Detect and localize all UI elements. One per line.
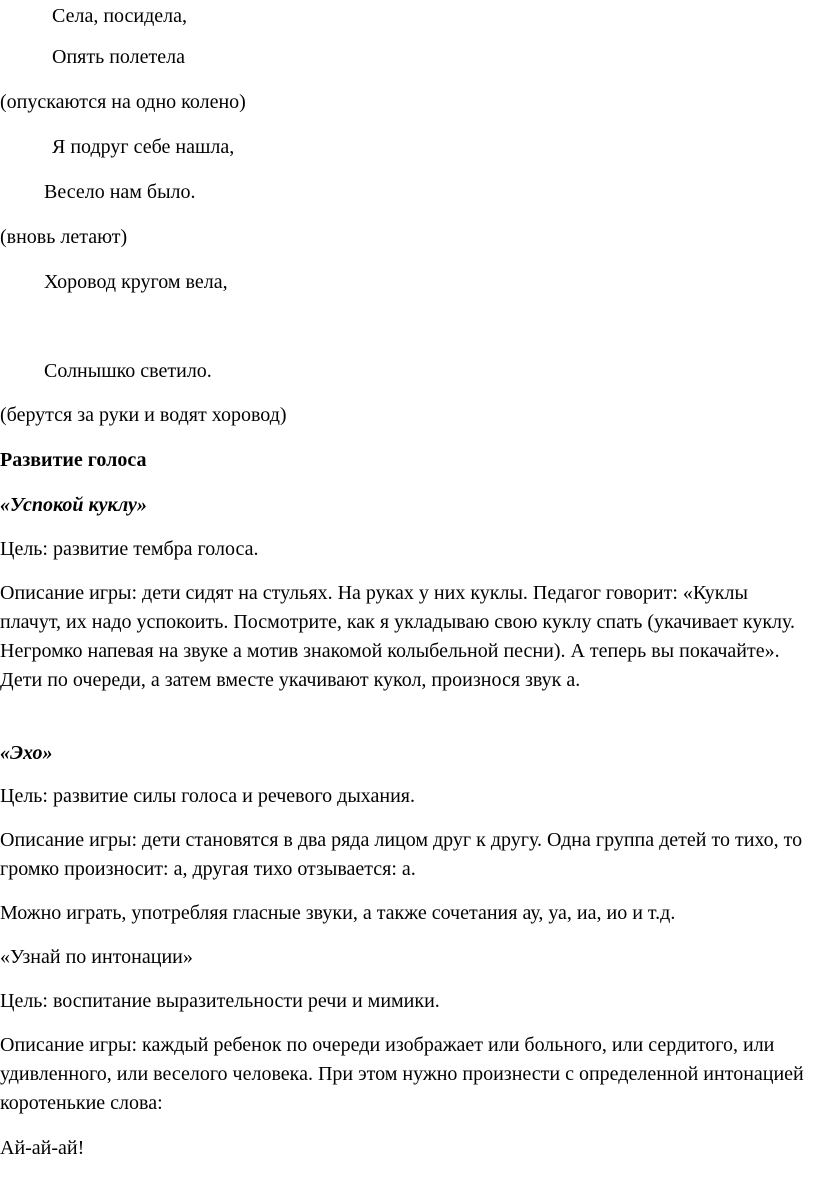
game-title-intonation: «Узнай по интонации» xyxy=(0,946,193,968)
stage-direction-1: (опускаются на одно колено) xyxy=(0,91,246,113)
stage-direction-2: (вновь летают) xyxy=(0,226,128,248)
game-title-calm-doll: «Успокой куклу» xyxy=(0,494,147,516)
game-goal-echo: Цель: развитие силы голоса и речевого дыхания. xyxy=(0,785,415,807)
game-goal-intonation: Цель: воспитание выразительности речи и мимики. xyxy=(0,990,440,1012)
game-note-echo: Можно играть, употребляя гласные звуки, а также сочетания ау, уа, иа, ио и т.д. xyxy=(0,902,676,924)
poem-line-1: Села, посидела, xyxy=(52,5,188,27)
poem-line-5: Хоровод кругом вела, xyxy=(44,271,228,293)
poem-line-6: Солнышко светило. xyxy=(44,360,212,382)
game-example-intonation: Ай-ай-ай! xyxy=(0,1137,85,1159)
game-description-echo: Описание игры: дети становятся в два ряда лицом друг к другу. Одна группа детей то тихо, то громко произносит: а, другая тихо отзывается: а. xyxy=(0,829,803,880)
poem-line-2: Опять полетела xyxy=(52,46,185,68)
game-title-echo: «Эхо» xyxy=(0,742,53,764)
section-title: Развитие голоса xyxy=(0,449,147,471)
poem-line-3: Я подруг себе нашла, xyxy=(52,136,235,158)
game-description-calm-doll: Описание игры: дети сидят на стульях. На руках у них куклы. Педагог говорит: «Куклы плачут, их надо успокоить. Посмотрите, как я укладываю свою куклу спать (укачивает куклу. Негромко напевая на звуке а мотив знакомой колыбельной песни). А теперь вы покачайте». Дети по очереди, а затем вместе укачивают кукол, произнося звук а. xyxy=(0,582,796,691)
game-description-intonation: Описание игры: каждый ребенок по очереди изображает или больного, или сердитого, или удивленного, или веселого человека. При этом нужно произнести с определенной интонацией коротенькие слова: xyxy=(0,1034,804,1114)
stage-direction-3: (берутся за руки и водят хоровод) xyxy=(0,404,287,426)
poem-line-4: Весело нам было. xyxy=(44,181,196,203)
game-goal-calm-doll: Цель: развитие тембра голоса. xyxy=(0,538,259,560)
